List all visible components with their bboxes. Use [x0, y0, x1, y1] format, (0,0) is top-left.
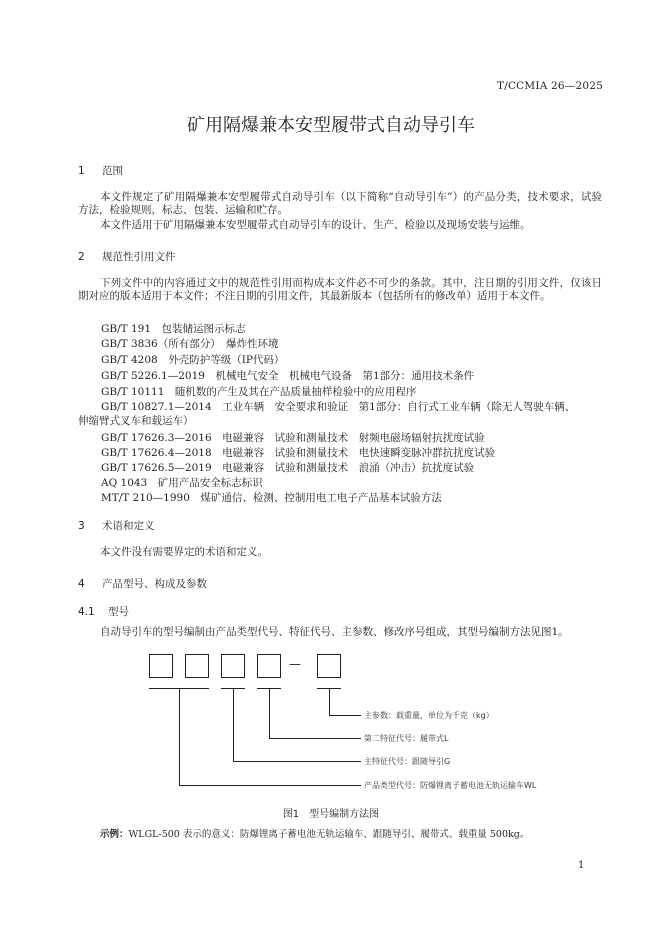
subsection-number: 4.1 — [78, 606, 95, 618]
section-1-para-2: 本文件适用于矿用隔爆兼本安型履带式自动导引车的设计、生产、检验以及现场安装与运维。 — [100, 219, 531, 231]
section-2-intro: 下列文件中的内容通过文中的规范性引用而构成本文件必不可少的条款。其中，注日期的引用文件，仅该日期对应的版本适用于本文件；不注日期的引用文件，其最新版本（包括所有的修改单）适用于本文件。 — [78, 277, 602, 302]
example-label: 示例： — [100, 829, 129, 840]
reference-item: GB/T 3836（所有部分） 爆炸性环境 — [101, 338, 279, 350]
page-number: 1 — [578, 860, 585, 871]
reference-item-continued: 伸缩臂式叉车和载运车） — [78, 415, 194, 427]
section-title: 范围 — [102, 165, 123, 177]
leader-vertical-3 — [233, 688, 234, 761]
subsection-4-1-heading — [78, 604, 129, 619]
section-number: 2 — [78, 251, 85, 263]
figure-example — [100, 826, 529, 840]
example-text: WLGL-500 表示的意义：防爆锂离子蓄电池无轨运输车、跟随导引、履带式、载重量 500kg。 — [128, 829, 530, 840]
section-number: 3 — [78, 520, 85, 532]
section-1-para-1: 本文件规定了矿用隔爆兼本安型履带式自动导引车（以下简称“自动导引车”）的产品分类，技术要求，试验方法，检验规则，标志、包装、运输和贮存。 — [78, 191, 602, 216]
document-code: T/CCMIA 26—2025 — [497, 80, 604, 92]
leader-horizontal-1 — [329, 715, 361, 716]
label-main-feature-code: 主特征代号：跟随导引G — [364, 757, 451, 766]
section-1-heading — [78, 163, 123, 178]
section-number: 1 — [78, 165, 85, 177]
code-box-4 — [257, 654, 281, 678]
code-dash: — — [289, 657, 301, 671]
label-product-type-code: 产品类型代号：防爆锂离子蓄电池无轨运输车WL — [364, 781, 537, 790]
leader-horizontal-2 — [269, 738, 361, 739]
reference-item: AQ 1043 矿用产品安全标志标识 — [101, 477, 263, 489]
section-2-heading — [78, 249, 176, 264]
code-box-1 — [149, 654, 173, 678]
section-4-heading — [78, 576, 207, 591]
code-box-2 — [185, 654, 209, 678]
section-title: 规范性引用文件 — [102, 251, 176, 263]
leader-vertical-4 — [179, 688, 180, 785]
label-second-feature-code: 第二特征代号：履带式L — [364, 734, 449, 743]
reference-item: GB/T 17626.4—2018 电磁兼容 试验和测量技术 电快速瞬变脉冲群抗扰度试验 — [101, 447, 496, 459]
leader-horizontal-4 — [179, 785, 361, 786]
reference-item: MT/T 210—1990 煤矿通信、检测、控制用电工电子产品基本试验方法 — [101, 492, 442, 504]
reference-item: GB/T 17626.3—2016 电磁兼容 试验和测量技术 射频电磁场辐射抗扰度试验 — [101, 432, 485, 444]
code-box-3 — [221, 654, 245, 678]
section-3-heading — [78, 518, 155, 533]
reference-item: GB/T 17626.5—2019 电磁兼容 试验和测量技术 浪涌（冲击）抗扰度试验 — [101, 462, 475, 474]
subsection-title: 型号 — [108, 606, 129, 618]
leader-vertical-1 — [329, 688, 330, 715]
section-title: 产品型号、构成及参数 — [102, 578, 207, 590]
reference-item: GB/T 191 包装储运图示标志 — [101, 323, 246, 335]
section-title: 术语和定义 — [102, 520, 155, 532]
leader-vertical-2 — [269, 688, 270, 738]
reference-item: GB/T 5226.1—2019 机械电气安全 机械电气设备 第1部分：通用技术条件 — [101, 370, 475, 382]
document-title: 矿用隔爆兼本安型履带式自动导引车 — [187, 115, 475, 136]
subsection-4-1-para: 自动导引车的型号编制由产品类型代号、特征代号、主参数、修改序号组成，其型号编制方法见图1。 — [100, 626, 569, 638]
code-box-5 — [317, 654, 341, 678]
label-main-parameter: 主参数：载重量，单位为千克（kg） — [364, 711, 494, 720]
section-number: 4 — [78, 578, 85, 590]
figure-caption: 图1 型号编制方法图 — [282, 809, 380, 820]
section-3-para: 本文件没有需要界定的术语和定义。 — [100, 546, 268, 558]
reference-item: GB/T 10827.1—2014 工业车辆 安全要求和验证 第1部分：自行式工业车辆（除无人驾驶车辆、 — [101, 401, 576, 413]
reference-item: GB/T 4208 外壳防护等级（IP代码） — [101, 354, 285, 366]
reference-item: GB/T 10111 随机数的产生及其在产品质量抽样检验中的应用程序 — [101, 386, 417, 398]
leader-horizontal-3 — [233, 761, 361, 762]
